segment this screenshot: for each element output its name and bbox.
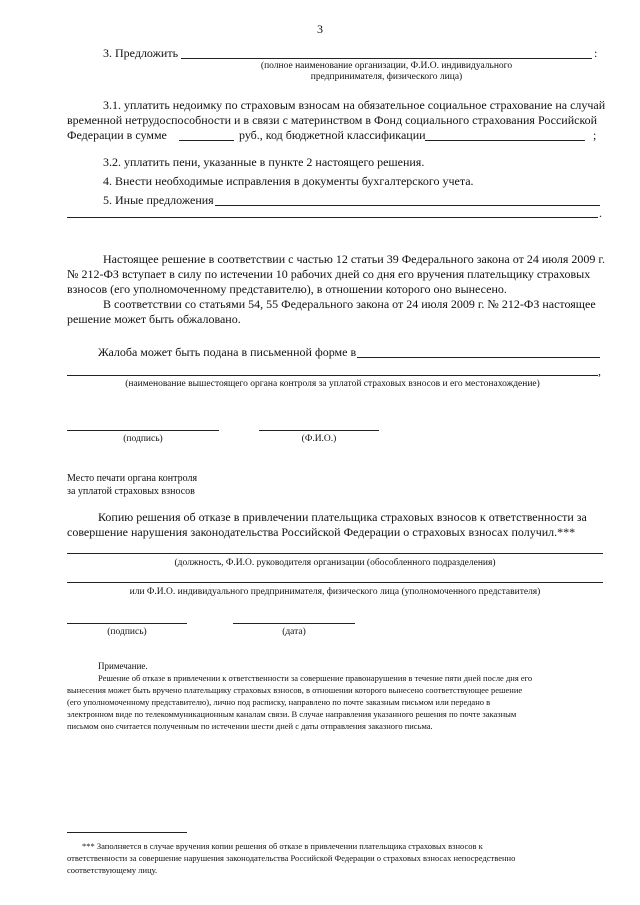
item5-period: . [599, 206, 602, 220]
item5-label: 5. Иные предложения [103, 193, 214, 207]
complaint-caption: (наименование вышестоящего органа контроля за уплатой страховых взносов и его местонахождение) [125, 379, 540, 389]
stamp-line2: за уплатой страховых взносов [67, 486, 195, 497]
item3-1-line1: 3.1. уплатить недоимку по страховым взносам на обязательное социальное страхование на случай [103, 98, 606, 112]
date-line [233, 623, 355, 624]
item3-label: 3. Предложить [103, 46, 179, 60]
signature-line [67, 430, 219, 431]
note-line3: (его уполномоченному представителю), лично под расписку, направлено по почте заказным письмом или передано в [67, 697, 491, 707]
signature2-line [67, 623, 187, 624]
legal-line1: Настоящее решение в соответствии с частью 12 статьи 39 Федерального закона от 24 июля 2009 г. [103, 252, 605, 266]
signature-caption: (подпись) [123, 434, 163, 444]
copy-line2: совершение нарушения законодательства Российской Федерации о страховых взносах получил.*** [67, 525, 576, 539]
item3-1-line2: временной нетрудоспособности и в связи с материнством в Фонд социального страхования Российской [67, 113, 598, 127]
complaint-organ-line-1 [357, 357, 600, 358]
legal-line3: взносов (его уполномоченному представителю), в отношении которого оно вынесено. [67, 282, 507, 296]
signature2-caption: (подпись) [107, 627, 147, 637]
footnote-line3: соответствующему лицу. [67, 865, 158, 875]
legal-line2: № 212-ФЗ вступает в силу по истечении 10 рабочих дней со дня его вручения плательщику страховых [67, 267, 591, 281]
note-line2: вынесения может быть вручено плательщику страховых взносов, в отношении которого вынесено соответствующее решение [67, 685, 523, 695]
note-line5: письмом оно считается полученным по истечении шести дней с даты отправления заказного письма. [67, 721, 433, 731]
other-proposals-line-1 [215, 205, 600, 206]
footnote-line1: *** Заполняется в случае вручения копии решения об отказе в привлечении плательщика страховых взносов к [82, 841, 483, 851]
complaint-label: Жалоба может быть подана в письменной форме в [98, 345, 357, 359]
budget-code-line [425, 140, 585, 141]
item3-1-amount-label: Федерации в сумме [67, 128, 167, 142]
complaint-organ-line-2 [67, 375, 598, 376]
item3-1-semicolon: ; [593, 128, 597, 142]
date-caption: (дата) [282, 627, 306, 637]
organization-name-line [181, 58, 592, 59]
complaint-comma: , [598, 364, 601, 378]
fio-line [259, 430, 379, 431]
item3-2: 3.2. уплатить пени, указанные в пункте 2 настоящего решения. [103, 155, 425, 169]
legal-line4: В соответствии со статьями 54, 55 Федерального закона от 24 июля 2009 г. № 212-ФЗ настоящее [103, 297, 596, 311]
copy-caption-2: или Ф.И.О. индивидуального предпринимателя, физического лица (уполномоченного представителя) [129, 587, 541, 597]
item3-colon: : [594, 46, 598, 60]
legal-line5: решение может быть обжаловано. [67, 312, 241, 326]
note-line1: Решение об отказе в привлечении к ответственности за совершение правонарушения в течение пяти дней после дня его [98, 673, 533, 683]
copy-recipient-line-1 [67, 553, 603, 554]
note-title: Примечание. [98, 661, 148, 671]
organization-caption-2: предпринимателя, физического лица) [310, 72, 463, 82]
note-line4: электронном виде по телекоммуникационным каналам связи. В случае направления указанного решения по почте заказным [67, 709, 517, 719]
item4: 4. Внести необходимые исправления в документы бухгалтерского учета. [103, 174, 474, 188]
item3-1-bcc-label: руб., код бюджетной классификации [239, 128, 426, 142]
copy-caption-1: (должность, Ф.И.О. руководителя организации (обособленного подразделения) [174, 558, 496, 568]
organization-caption-1: (полное наименование организации, Ф.И.О. индивидуального [260, 61, 513, 71]
footnote-line2: ответственности за совершение нарушения законодательства Российской Федерации о страховых взносах непосредственно [67, 853, 516, 863]
copy-recipient-line-2 [67, 582, 603, 583]
copy-line1: Копию решения об отказе в привлечении плательщика страховых взносов к ответственности за [98, 510, 587, 524]
fio-caption: (Ф.И.О.) [301, 434, 337, 444]
other-proposals-line-2 [67, 217, 598, 218]
page-number: 3 [317, 22, 323, 36]
amount-line [179, 140, 234, 141]
footnote-separator [67, 832, 187, 833]
stamp-line1: Место печати органа контроля [67, 473, 198, 484]
